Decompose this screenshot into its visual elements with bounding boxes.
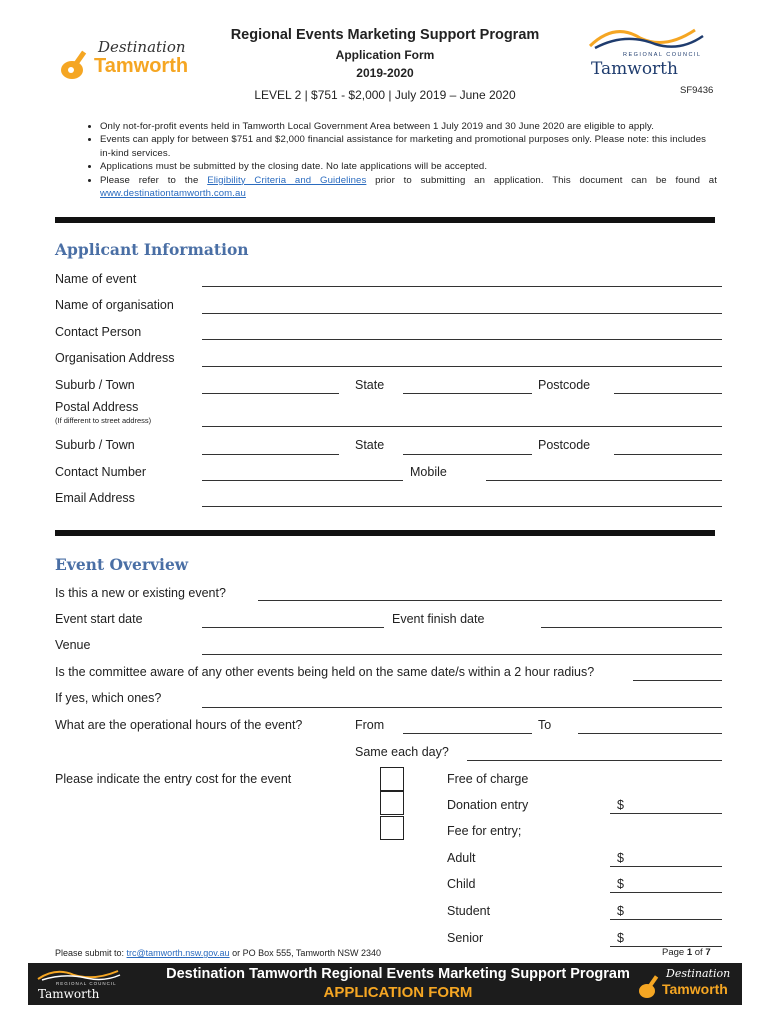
state-label-postal: State bbox=[355, 438, 385, 452]
logo-destination-text: Destination bbox=[98, 38, 186, 56]
page-total: 7 bbox=[705, 947, 711, 958]
donation-checkbox[interactable] bbox=[380, 791, 404, 815]
free-label: Free of charge bbox=[447, 772, 529, 786]
council-name-text: Tamworth bbox=[591, 59, 678, 79]
name-of-org-field[interactable] bbox=[202, 313, 722, 314]
postcode-label-postal: Postcode bbox=[538, 438, 591, 452]
adult-dollar: $ bbox=[617, 851, 624, 865]
child-field[interactable] bbox=[610, 892, 722, 893]
student-field[interactable] bbox=[610, 919, 722, 920]
page-of: of bbox=[692, 947, 706, 958]
mobile-label: Mobile bbox=[410, 465, 447, 479]
contact-number-field[interactable] bbox=[202, 480, 403, 481]
mobile-field[interactable] bbox=[486, 480, 722, 481]
suburb-field[interactable] bbox=[202, 393, 339, 394]
suburb-label-postal: Suburb / Town bbox=[55, 438, 135, 452]
guitar-icon bbox=[58, 44, 98, 84]
bullet-item: • Events can apply for between $751 and $2,000 financial assistance for marketing and promotional purposes only. Please note: this includes in-kind services. bbox=[100, 133, 717, 160]
postcode-field-postal[interactable] bbox=[614, 454, 722, 455]
same-each-day-label: Same each day? bbox=[355, 745, 449, 759]
name-of-org-label: Name of organisation bbox=[55, 298, 174, 312]
committee-aware-label: Is the committee aware of any other events being held on the same date/s within a 2 hour radius? bbox=[55, 665, 595, 679]
footer-program-title: Destination Tamworth Regional Events Marketing Support Program bbox=[166, 966, 630, 982]
suburb-field-postal[interactable] bbox=[202, 454, 339, 455]
page-pre: Page bbox=[662, 947, 687, 958]
footer-tamworth-text: Tamworth bbox=[662, 981, 728, 997]
venue-label: Venue bbox=[55, 638, 91, 652]
website-link[interactable]: www.destinationtamworth.com.au bbox=[100, 188, 246, 200]
adult-label: Adult bbox=[447, 851, 476, 865]
form-title: Regional Events Marketing Support Program bbox=[230, 27, 540, 43]
postal-address-note: (If different to street address) bbox=[55, 416, 152, 425]
from-field[interactable] bbox=[403, 733, 532, 734]
page-current: 1 bbox=[686, 947, 693, 958]
form-code: SF9436 bbox=[680, 85, 714, 96]
donation-label: Donation entry bbox=[447, 798, 529, 812]
venue-field[interactable] bbox=[202, 654, 722, 655]
event-heading: Event Overview bbox=[55, 555, 189, 574]
org-address-field[interactable] bbox=[202, 366, 722, 367]
email-label: Email Address bbox=[55, 491, 135, 505]
same-each-day-field[interactable] bbox=[467, 760, 722, 761]
which-ones-field[interactable] bbox=[202, 707, 722, 708]
footer-council-small: REGIONAL COUNCIL bbox=[56, 981, 117, 986]
child-dollar: $ bbox=[617, 877, 624, 891]
footer-application-form: APPLICATION FORM bbox=[323, 984, 473, 1001]
footer-guitar-icon bbox=[638, 973, 664, 1001]
footer-hills-icon bbox=[34, 967, 124, 981]
student-label: Student bbox=[447, 904, 491, 918]
submit-post: or PO Box 555, Tamworth NSW 2340 bbox=[229, 948, 381, 958]
org-address-label: Organisation Address bbox=[55, 351, 175, 365]
state-label: State bbox=[355, 378, 385, 392]
student-dollar: $ bbox=[617, 904, 624, 918]
free-checkbox[interactable] bbox=[380, 767, 404, 791]
form-years: 2019-2020 bbox=[356, 66, 414, 80]
start-date-field[interactable] bbox=[202, 627, 384, 628]
name-of-event-field[interactable] bbox=[202, 286, 722, 287]
which-ones-label: If yes, which ones? bbox=[55, 691, 162, 705]
destination-tamworth-logo bbox=[58, 38, 208, 86]
bullet-item bbox=[100, 174, 717, 201]
postcode-label: Postcode bbox=[538, 378, 591, 392]
bullet-text: prior to submitting an application. This document can be found at bbox=[366, 174, 718, 186]
tamworth-council-logo bbox=[585, 20, 710, 80]
donation-field[interactable] bbox=[610, 813, 722, 814]
form-subtitle: Application Form bbox=[335, 48, 435, 62]
donation-dollar: $ bbox=[617, 798, 624, 812]
footer-destination-logo bbox=[638, 967, 738, 1001]
suburb-label: Suburb / Town bbox=[55, 378, 135, 392]
senior-label: Senior bbox=[447, 931, 484, 945]
postal-address-field[interactable] bbox=[202, 426, 722, 427]
finish-date-label: Event finish date bbox=[392, 612, 485, 626]
committee-aware-field[interactable] bbox=[633, 680, 722, 681]
contact-person-field[interactable] bbox=[202, 339, 722, 340]
from-label: From bbox=[355, 718, 385, 732]
start-date-label: Event start date bbox=[55, 612, 143, 626]
to-field[interactable] bbox=[578, 733, 722, 734]
fee-checkbox[interactable] bbox=[380, 816, 404, 840]
eligibility-bullets bbox=[62, 120, 717, 200]
senior-dollar: $ bbox=[617, 931, 624, 945]
section-divider bbox=[55, 530, 715, 536]
postal-address-label: Postal Address bbox=[55, 400, 139, 414]
op-hours-label: What are the operational hours of the event? bbox=[55, 718, 303, 732]
submit-pre: Please submit to: bbox=[55, 948, 127, 958]
footer-council-logo bbox=[34, 967, 124, 1001]
footer-council-name: Tamworth bbox=[38, 987, 100, 1001]
email-field[interactable] bbox=[202, 506, 722, 507]
submit-instructions bbox=[55, 948, 381, 958]
bullet-item: • Only not-for-profit events held in Tamworth Local Government Area between 1 July 2019 and 30 June 2020 are eligible to apply. bbox=[100, 120, 717, 133]
contact-person-label: Contact Person bbox=[55, 325, 142, 339]
new-or-existing-label: Is this a new or existing event? bbox=[55, 586, 226, 600]
name-of-event-label: Name of event bbox=[55, 272, 137, 286]
state-field[interactable] bbox=[403, 393, 532, 394]
bullet-text: Please refer to the bbox=[100, 174, 208, 186]
bullet-item: • Applications must be submitted by the closing date. No late applications will be accepted. bbox=[100, 160, 717, 173]
submit-email-link[interactable]: trc@tamworth.nsw.gov.au bbox=[126, 948, 230, 958]
logo-tamworth-text: Tamworth bbox=[94, 55, 189, 77]
postcode-field[interactable] bbox=[614, 393, 722, 394]
footer-destination-text: Destination bbox=[666, 967, 731, 980]
hills-icon bbox=[585, 20, 710, 50]
page-number bbox=[662, 947, 711, 958]
form-level: LEVEL 2 | $751 - $2,000 | July 2019 – June 2020 bbox=[254, 88, 516, 102]
entry-cost-label: Please indicate the entry cost for the event bbox=[55, 772, 292, 786]
state-field-postal[interactable] bbox=[403, 454, 532, 455]
adult-field[interactable] bbox=[610, 866, 722, 867]
guidelines-link[interactable]: Eligibility Criteria and Guidelines bbox=[207, 174, 367, 186]
to-label: To bbox=[538, 718, 552, 732]
fee-label: Fee for entry; bbox=[447, 824, 522, 838]
contact-number-label: Contact Number bbox=[55, 465, 147, 479]
section-divider bbox=[55, 217, 715, 223]
child-label: Child bbox=[447, 877, 476, 891]
finish-date-field[interactable] bbox=[541, 627, 722, 628]
new-or-existing-field[interactable] bbox=[258, 600, 722, 601]
applicant-heading: Applicant Information bbox=[55, 240, 249, 259]
council-small-text: REGIONAL COUNCIL bbox=[623, 52, 702, 58]
footer-banner bbox=[28, 963, 742, 1005]
